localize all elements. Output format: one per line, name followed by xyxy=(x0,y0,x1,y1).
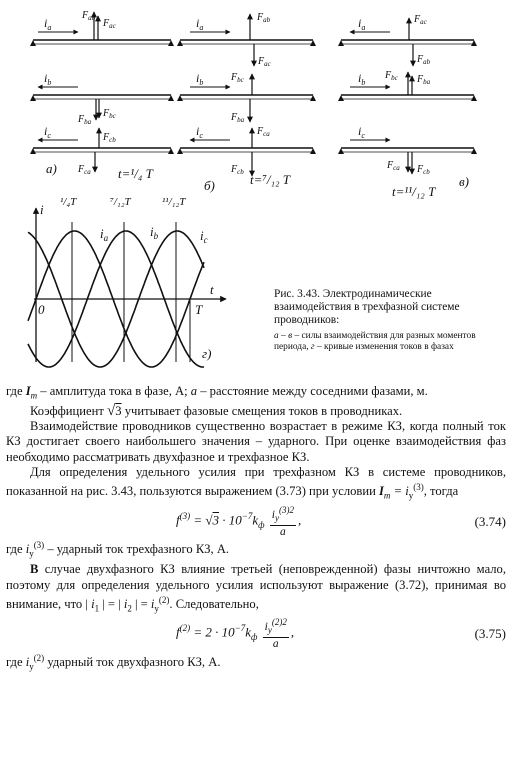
panel-b xyxy=(180,14,313,176)
eq-number-3-74: (3.74) xyxy=(474,513,506,529)
label-ib-b: $i_b$ xyxy=(196,71,204,87)
caption-note: а – в – силы взаимодействия для разных моментов периода, г – кривые изменения токов в фазах xyxy=(274,330,476,352)
para-6: В случае двухфазного КЗ влияние третьей (неповрежденной) фазы ничтожно мало, поэтому для определения удельного усилия используют выражение (3.72), принимая во внимание, что | $i_1$ | = | $i_2$ | = $i_у^{(2)}$. Следовательно, xyxy=(6,562,506,614)
label-ia-b: $i_a$ xyxy=(196,16,204,32)
mark-7-12-label: ⁷/₁₂T xyxy=(110,196,131,208)
label-fab-b: $F_{ab}$ xyxy=(257,12,271,24)
label-fcb-c: $F_{cb}$ xyxy=(417,164,430,176)
label-ib-a: $i_b$ xyxy=(44,71,52,87)
axis-origin-label: 0 xyxy=(38,302,45,317)
curve-ib-label: $i_b$ xyxy=(150,224,159,241)
conductor-labels xyxy=(44,16,365,140)
panel-letter-d: г) xyxy=(202,346,212,361)
para-1: где $I_m$ – амплитуда тока в фазе, А; a – расстояние между соседними фазами, м. xyxy=(6,384,428,401)
label-fab-c: $F_{ab}$ xyxy=(417,54,431,66)
para-2: Коэффициент √3 учитывает фазовые смещения токов в проводниках. xyxy=(30,402,403,419)
equation-3-75: $f^{(2)} = 2 \cdot 10^{-7}k_ф$ $\frac{i_у^{(2)2}}{a}$ , (3.75) xyxy=(176,617,506,651)
mark-quarter-label: ¹/₄T xyxy=(60,196,77,208)
curve-ic-label: $i_c$ xyxy=(200,228,208,245)
label-fbc-b: $F_{bc}$ xyxy=(231,72,244,84)
figure-caption xyxy=(274,288,506,353)
mark-11-12-label: ¹¹/₁₂T xyxy=(162,196,186,208)
label-fac-a: $F_{ac}$ xyxy=(103,18,116,30)
force-labels xyxy=(77,10,431,176)
para-5: где $i_у^{(3)}$ – ударный ток трехфазного КЗ, А. xyxy=(6,540,230,559)
label-fac-c: $F_{ac}$ xyxy=(414,14,427,26)
label-ic-b: $i_c$ xyxy=(196,124,203,140)
time-label-b: t=⁷/₁₂ T xyxy=(250,172,291,187)
caption-title: Рис. 3.43. Электродинамические взаимодействия в трехфазной системе проводников: xyxy=(274,288,460,327)
panel-letter-a: а) xyxy=(46,161,57,176)
label-ia-c: $i_a$ xyxy=(358,16,366,32)
label-fac-b: $F_{ac}$ xyxy=(258,56,271,68)
axis-t-label: t xyxy=(210,282,214,297)
panel-a xyxy=(33,12,171,172)
body-text xyxy=(6,384,506,675)
panel-letter-b: б) xyxy=(204,178,215,193)
label-fba-a: $F_{ba}$ xyxy=(78,114,92,126)
equation-3-74: $f^{(3)} = √3 \cdot 10^{-7}k_ф$ $\frac{i_у^{(3)2}}{a}$ , (3.74) xyxy=(176,504,506,538)
label-fab-a: $F_{ab}$ xyxy=(82,10,96,22)
panel-c xyxy=(341,18,474,174)
label-fca-a: $F_{ca}$ xyxy=(78,164,91,176)
label-fba-b: $F_{ba}$ xyxy=(231,112,245,124)
time-label-c: t=¹¹/₁₂ T xyxy=(392,184,436,199)
axis-period-label: T xyxy=(195,302,203,317)
eq-number-3-75: (3.75) xyxy=(474,626,506,642)
para-7: где $i_у^{(2)}$ ударный ток двухфазного КЗ, А. xyxy=(6,652,221,672)
label-ia-a: $i_a$ xyxy=(44,16,52,32)
label-fca-b: $F_{ca}$ xyxy=(257,126,270,138)
curve-ia-label: $i_a$ xyxy=(100,226,109,243)
current-waveforms xyxy=(28,196,226,367)
panel-letter-c: в) xyxy=(459,174,469,189)
label-fbc-c: $F_{bc}$ xyxy=(385,70,398,82)
time-label-a: t=¹/₄ T xyxy=(118,166,153,181)
label-fba-c: $F_{ba}$ xyxy=(417,74,431,86)
label-fbc-a: $F_{bc}$ xyxy=(103,108,116,120)
para-3: Взаимодействие проводников существенно возрастает в режиме КЗ, когда полный ток КЗ достигает своего наибольшего значения – ударного. При оценке взаимодействия фаз необходимо рассматривать двухфазное и трехфазное КЗ. xyxy=(6,419,506,464)
para-4: Для определения удельного усилия при трехфазном КЗ в системе проводников, показанной на рис. 3.43, пользуются выражением (3.73) при условии $I_m = i_у^{(3)}$, тогда xyxy=(6,465,506,501)
label-ic-c: $i_c$ xyxy=(358,124,365,140)
label-ib-c: $i_b$ xyxy=(358,71,366,87)
label-ic-a: $i_c$ xyxy=(44,124,51,140)
label-fcb-a: $F_{cb}$ xyxy=(103,132,116,144)
label-fcb-b: $F_{cb}$ xyxy=(231,164,244,176)
axis-i-label: i xyxy=(40,202,44,217)
label-fca-c: $F_{ca}$ xyxy=(387,160,400,172)
